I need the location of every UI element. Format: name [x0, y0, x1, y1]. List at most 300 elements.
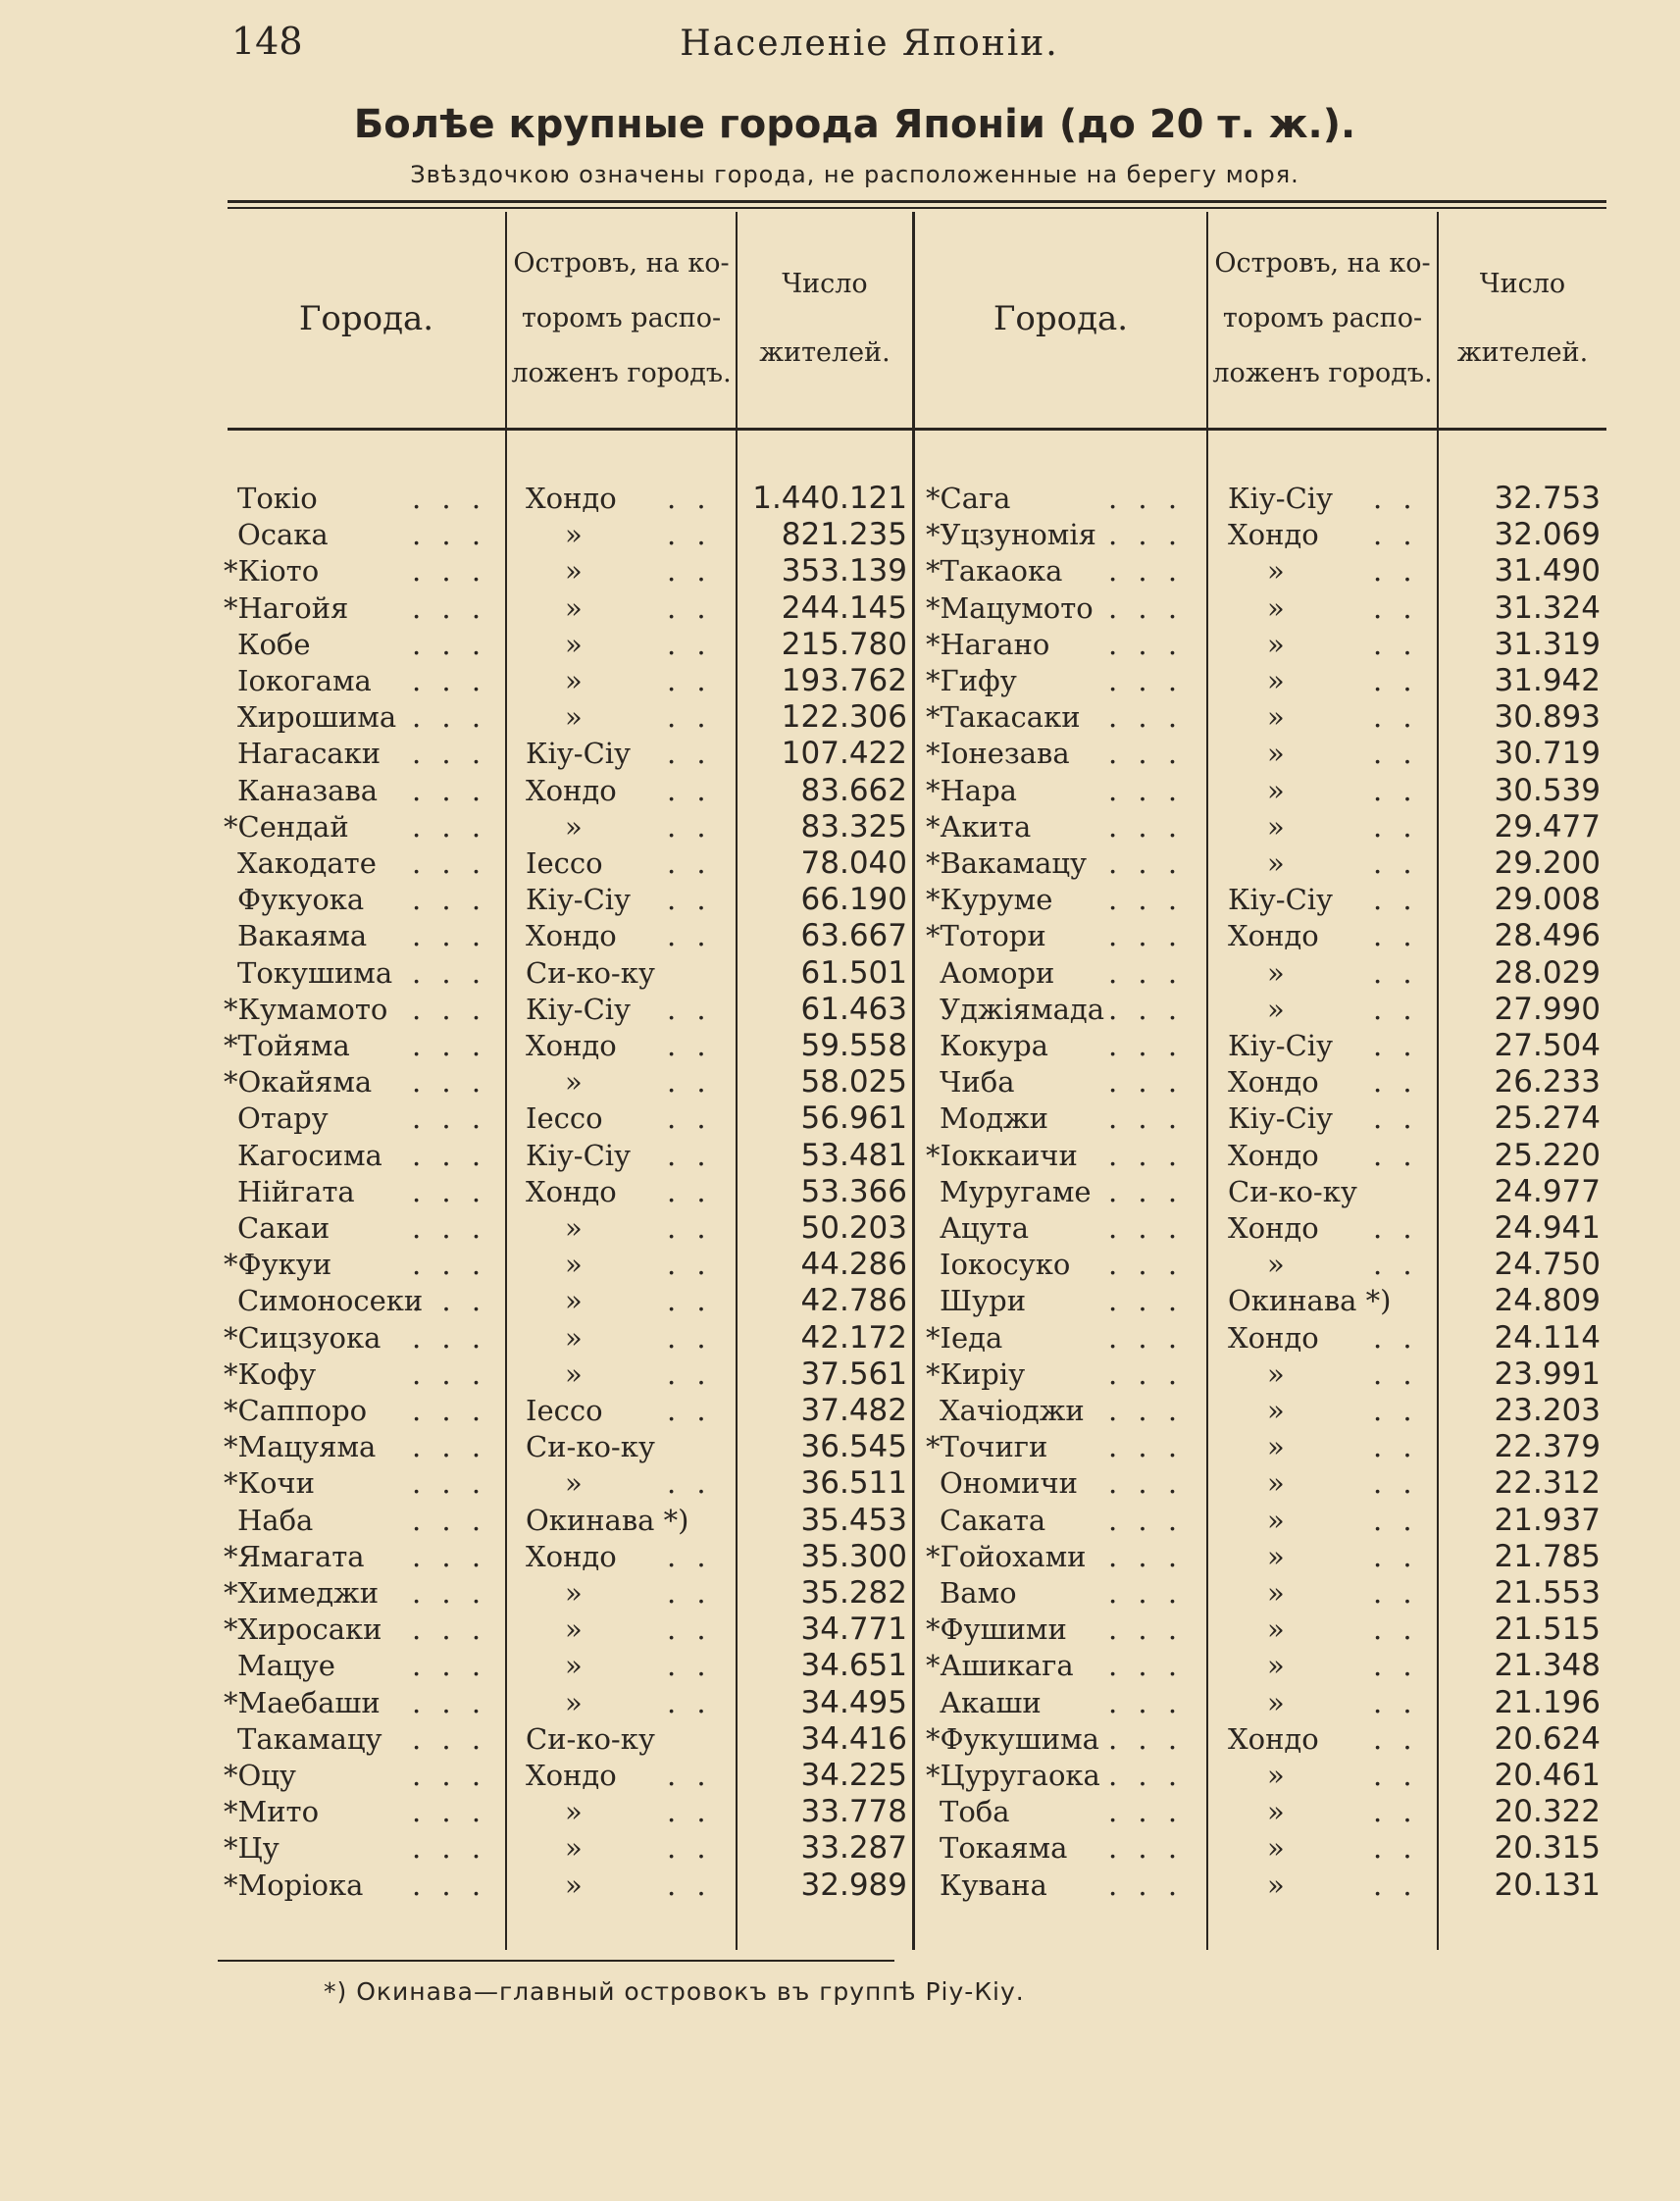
- leader-dots: . .: [1373, 554, 1418, 589]
- city-name: Вакаяма: [237, 919, 368, 953]
- city-name: Кагосима: [237, 1138, 382, 1172]
- city-name: *Нагано: [926, 627, 1050, 661]
- table-row: [0, 627, 1680, 663]
- city-name: Мацуе: [237, 1649, 335, 1683]
- leader-dots: . . .: [412, 1065, 487, 1100]
- population-value: 35.453: [800, 1502, 907, 1538]
- city-name: Нійгата: [237, 1174, 355, 1208]
- population-value: 53.366: [800, 1173, 907, 1209]
- population-value: 34.651: [800, 1648, 907, 1684]
- leader-dots: . . .: [1108, 992, 1184, 1026]
- island-name: Хондо: [526, 482, 617, 515]
- city-name: Токіо: [237, 482, 318, 515]
- leader-dots: . . .: [412, 1831, 487, 1866]
- population-value: 30.719: [1494, 736, 1601, 772]
- city-name: Симоносеки: [237, 1284, 424, 1318]
- city-name: *Нагойя: [224, 590, 349, 625]
- leader-dots: . .: [1373, 846, 1418, 880]
- island-name: »: [565, 1248, 583, 1282]
- population-value: 30.539: [1494, 772, 1601, 808]
- table-row: [0, 517, 1680, 553]
- leader-dots: . . .: [412, 1539, 487, 1573]
- leader-dots: . . .: [412, 1685, 487, 1719]
- population-value: 27.990: [1494, 991, 1601, 1027]
- island-name: »: [1267, 1576, 1285, 1610]
- table-row: [0, 1648, 1680, 1684]
- population-value: 33.287: [800, 1830, 907, 1867]
- city-name: *Мито: [224, 1795, 320, 1829]
- city-name: *Гойохами: [926, 1539, 1087, 1573]
- leader-dots: . .: [1373, 1721, 1418, 1756]
- population-value: 22.379: [1494, 1429, 1601, 1465]
- city-name: Муругаме: [940, 1174, 1092, 1208]
- leader-dots: . .: [667, 1576, 712, 1610]
- leader-dots: . . .: [412, 1759, 487, 1792]
- leader-dots: . . .: [412, 1174, 487, 1208]
- city-name: *Акита: [926, 809, 1032, 844]
- population-value: 34.416: [800, 1720, 907, 1757]
- table-row: [0, 1503, 1680, 1539]
- leader-dots: . .: [1373, 773, 1418, 807]
- leader-dots: . . .: [412, 773, 487, 807]
- leader-dots: . .: [1373, 1211, 1418, 1245]
- leader-dots: . .: [1373, 590, 1418, 625]
- leader-dots: . .: [1373, 1430, 1418, 1464]
- leader-dots: . .: [667, 700, 712, 735]
- population-value: 30.893: [1494, 699, 1601, 736]
- population-value: 36.545: [800, 1429, 907, 1465]
- island-name: Хондо: [1228, 919, 1319, 953]
- city-name: Кобе: [237, 627, 311, 661]
- city-name: Іокогама: [237, 664, 372, 697]
- header-rule: [228, 428, 1606, 431]
- leader-dots: . .: [1373, 1576, 1418, 1610]
- leader-dots: . . .: [412, 1503, 487, 1537]
- city-name: *Сицзуока: [224, 1320, 382, 1355]
- table-row: [0, 1758, 1680, 1794]
- leader-dots: . . .: [1108, 1868, 1184, 1902]
- population-value: 21.515: [1494, 1612, 1601, 1648]
- leader-dots: . .: [1373, 1795, 1418, 1829]
- island-name: »: [565, 1831, 583, 1866]
- leader-dots: . . .: [412, 1320, 487, 1355]
- population-value: 63.667: [800, 918, 907, 954]
- population-value: 36.511: [800, 1465, 907, 1502]
- city-name: *Сендай: [224, 809, 349, 844]
- leader-dots: . . .: [1108, 1284, 1184, 1318]
- population-value: 32.753: [1494, 481, 1601, 516]
- table-row: [0, 1100, 1680, 1137]
- island-name: Іессо: [526, 1394, 603, 1427]
- table-row: [0, 1138, 1680, 1174]
- leader-dots: . . .: [1108, 1466, 1184, 1501]
- city-name: Наба: [237, 1503, 314, 1537]
- leader-dots: . .: [1373, 1065, 1418, 1100]
- island-name: »: [1267, 737, 1285, 771]
- leader-dots: . . .: [412, 809, 487, 844]
- leader-dots: . .: [1373, 1539, 1418, 1573]
- table-row: [0, 992, 1680, 1028]
- population-value: 122.306: [781, 699, 907, 736]
- population-value: 193.762: [781, 663, 907, 698]
- leader-dots: . .: [1373, 919, 1418, 953]
- leader-dots: . . .: [412, 1795, 487, 1829]
- leader-dots: . . .: [412, 1576, 487, 1610]
- city-name: Чиба: [940, 1065, 1015, 1100]
- table-row: [0, 1429, 1680, 1465]
- leader-dots: . . .: [412, 1356, 487, 1391]
- table-row: [0, 736, 1680, 772]
- city-name: Фукуока: [237, 883, 365, 917]
- island-name: »: [565, 554, 583, 589]
- island-name: »: [1267, 1795, 1285, 1829]
- island-name: Кіу-Сіу: [1228, 1101, 1334, 1136]
- city-name: Уджіямада: [940, 992, 1105, 1026]
- table-row: [0, 1356, 1680, 1393]
- population-value: 28.496: [1494, 918, 1601, 954]
- city-name: Ономичи: [940, 1466, 1078, 1501]
- population-value: 28.029: [1494, 954, 1601, 991]
- island-name: »: [565, 590, 583, 625]
- leader-dots: . .: [1373, 1759, 1418, 1792]
- population-value: 21.553: [1494, 1575, 1601, 1611]
- leader-dots: . .: [667, 1029, 712, 1062]
- leader-dots: . .: [1373, 1831, 1418, 1866]
- island-name: Кіу-Сіу: [1228, 1029, 1334, 1062]
- island-name: Хондо: [526, 773, 617, 807]
- population-value: 31.319: [1494, 626, 1601, 662]
- island-name: »: [1267, 1503, 1285, 1537]
- leader-dots: . .: [667, 627, 712, 661]
- city-name: Акаши: [940, 1685, 1042, 1719]
- population-value: 42.172: [800, 1319, 907, 1356]
- table-row: [0, 1721, 1680, 1758]
- city-name: Вамо: [940, 1576, 1017, 1610]
- city-name: *Фукушима: [926, 1721, 1099, 1756]
- leader-dots: . . .: [1108, 1101, 1184, 1136]
- leader-dots: . . .: [412, 1868, 487, 1902]
- population-value: 59.558: [800, 1028, 907, 1063]
- leader-dots: . . .: [1108, 554, 1184, 589]
- leader-dots: . . .: [412, 1248, 487, 1282]
- leader-dots: . . .: [1108, 919, 1184, 953]
- island-name: »: [1267, 1831, 1285, 1866]
- city-name: *Мацуяма: [224, 1430, 377, 1464]
- page-number: 148: [231, 20, 303, 63]
- leader-dots: . . .: [1108, 1759, 1184, 1792]
- leader-dots: . .: [1373, 1612, 1418, 1647]
- leader-dots: . . .: [1108, 1685, 1184, 1719]
- top-rule-second: [228, 207, 1606, 209]
- city-name: Кокура: [940, 1029, 1048, 1062]
- island-name: Окинава *): [1228, 1284, 1392, 1318]
- table-row: [0, 1794, 1680, 1830]
- city-name: *Кумамото: [224, 992, 388, 1026]
- population-value: 58.025: [800, 1064, 907, 1100]
- header-island-left: Островъ, на ко- торомъ распо- ложенъ городъ.: [511, 248, 732, 388]
- leader-dots: . .: [1373, 1029, 1418, 1062]
- city-name: *Ашикага: [926, 1649, 1074, 1683]
- population-value: 34.225: [800, 1758, 907, 1793]
- population-value: 44.286: [800, 1247, 907, 1283]
- city-name: *Саппоро: [224, 1394, 368, 1427]
- island-name: Кіу-Сіу: [1228, 883, 1334, 917]
- city-name: *Кочи: [224, 1466, 315, 1501]
- leader-dots: . .: [1373, 700, 1418, 735]
- population-value: 83.325: [800, 808, 907, 845]
- leader-dots: . . .: [412, 482, 487, 515]
- leader-dots: . .: [1373, 1101, 1418, 1136]
- island-name: Хондо: [526, 919, 617, 953]
- island-name: »: [565, 1466, 583, 1501]
- island-name: »: [565, 1356, 583, 1391]
- table-row: [0, 1539, 1680, 1575]
- population-value: 24.114: [1494, 1319, 1601, 1356]
- leader-dots: . . .: [1108, 1612, 1184, 1647]
- population-value: 29.477: [1494, 808, 1601, 845]
- population-value: 35.300: [800, 1538, 907, 1574]
- leader-dots: . . .: [412, 664, 487, 697]
- leader-dots: . . .: [412, 1101, 487, 1136]
- city-name: *Сага: [926, 482, 1011, 515]
- population-value: 37.482: [800, 1393, 907, 1428]
- leader-dots: . .: [667, 664, 712, 697]
- leader-dots: . . .: [412, 1394, 487, 1427]
- leader-dots: . .: [1373, 1466, 1418, 1501]
- population-value: 61.501: [800, 954, 907, 991]
- population-value: 20.322: [1494, 1794, 1601, 1830]
- leader-dots: . .: [1373, 737, 1418, 771]
- population-value: 42.786: [800, 1283, 907, 1319]
- leader-dots: . . .: [412, 883, 487, 917]
- city-name: *Такасаки: [926, 700, 1081, 735]
- city-name: Моджи: [940, 1101, 1049, 1136]
- leader-dots: . . .: [412, 1612, 487, 1647]
- island-name: Іессо: [526, 846, 603, 880]
- leader-dots: . . .: [1108, 482, 1184, 515]
- leader-dots: . .: [667, 846, 712, 880]
- population-value: 53.481: [800, 1137, 907, 1173]
- leader-dots: . . .: [1108, 737, 1184, 771]
- leader-dots: . . .: [412, 955, 487, 990]
- population-value: 31.942: [1494, 663, 1601, 698]
- population-value: 50.203: [800, 1210, 907, 1246]
- island-name: »: [1267, 1612, 1285, 1647]
- city-name: Такамацу: [237, 1721, 382, 1756]
- island-name: »: [565, 1868, 583, 1902]
- city-name: *Гифу: [926, 664, 1017, 697]
- population-value: 24.977: [1494, 1173, 1601, 1209]
- population-value: 24.809: [1494, 1283, 1601, 1319]
- table-row: [0, 773, 1680, 809]
- island-name: »: [565, 627, 583, 661]
- leader-dots: . .: [1373, 1685, 1418, 1719]
- island-name: Хондо: [526, 1539, 617, 1573]
- city-name: *Тотори: [926, 919, 1046, 953]
- population-value: 23.991: [1494, 1356, 1601, 1392]
- table-row: [0, 1320, 1680, 1356]
- population-value: 31.324: [1494, 589, 1601, 626]
- header-population-left: Число жителей.: [759, 269, 891, 368]
- population-value: 24.750: [1494, 1247, 1601, 1283]
- city-name: Каназава: [237, 773, 379, 807]
- population-value: 353.139: [781, 553, 907, 589]
- island-name: »: [1267, 1539, 1285, 1573]
- leader-dots: . .: [667, 1466, 712, 1501]
- island-name: »: [1267, 700, 1285, 735]
- leader-dots: . . .: [1108, 1065, 1184, 1100]
- leader-dots: . . .: [1108, 700, 1184, 735]
- population-value: 32.989: [800, 1867, 907, 1903]
- leader-dots: . . .: [412, 1284, 487, 1318]
- leader-dots: . . .: [1108, 1503, 1184, 1537]
- leader-dots: . .: [667, 1685, 712, 1719]
- leader-dots: . . .: [1108, 627, 1184, 661]
- leader-dots: . .: [1373, 518, 1418, 552]
- table-row: [0, 1174, 1680, 1210]
- city-name: *Кіото: [224, 554, 320, 589]
- city-name: Сакаи: [237, 1211, 331, 1245]
- city-name: Хакодате: [237, 846, 377, 880]
- city-name: *Іонезава: [926, 737, 1070, 771]
- island-name: Кіу-Сіу: [526, 992, 632, 1026]
- island-name: »: [1267, 1430, 1285, 1464]
- city-name: Шури: [940, 1284, 1027, 1318]
- leader-dots: . .: [667, 1649, 712, 1683]
- island-name: »: [1267, 590, 1285, 625]
- island-name: »: [565, 1065, 583, 1100]
- table-row: [0, 481, 1680, 517]
- leader-dots: . .: [667, 919, 712, 953]
- island-name: »: [565, 809, 583, 844]
- population-value: 61.463: [800, 991, 907, 1027]
- leader-dots: . .: [1373, 1503, 1418, 1537]
- leader-dots: . . .: [1108, 1576, 1184, 1610]
- island-name: Кіу-Сіу: [1228, 482, 1334, 515]
- leader-dots: . .: [667, 1831, 712, 1866]
- island-name: »: [565, 1795, 583, 1829]
- city-name: *Маебаши: [224, 1685, 381, 1719]
- population-value: 1.440.121: [752, 481, 907, 516]
- table-row: [0, 1028, 1680, 1064]
- leader-dots: . . .: [412, 627, 487, 661]
- leader-dots: . .: [667, 1394, 712, 1427]
- leader-dots: . .: [1373, 992, 1418, 1026]
- population-value: 21.785: [1494, 1538, 1601, 1574]
- city-name: *Тойяма: [224, 1029, 350, 1062]
- island-name: Окинава *): [526, 1503, 689, 1537]
- leader-dots: . .: [1373, 955, 1418, 990]
- city-name: Ацута: [940, 1211, 1030, 1245]
- island-name: »: [1267, 992, 1285, 1026]
- leader-dots: . .: [1373, 1394, 1418, 1427]
- table-row: [0, 1575, 1680, 1612]
- city-name: *Фукуи: [224, 1248, 332, 1282]
- leader-dots: . .: [667, 737, 712, 771]
- city-name: *Іеда: [926, 1320, 1003, 1355]
- city-name: Іокосуко: [940, 1248, 1071, 1282]
- table-row: [0, 1685, 1680, 1721]
- header-city-right: Города.: [993, 299, 1129, 338]
- island-name: »: [1267, 664, 1285, 697]
- leader-dots: . .: [667, 883, 712, 917]
- leader-dots: . .: [1373, 809, 1418, 844]
- population-value: 33.778: [800, 1794, 907, 1830]
- island-name: »: [565, 1685, 583, 1719]
- city-name: *Оцу: [224, 1759, 296, 1792]
- city-name: Нагасаки: [237, 737, 382, 771]
- leader-dots: . . .: [412, 737, 487, 771]
- population-value: 21.937: [1494, 1502, 1601, 1538]
- island-name: »: [1267, 1685, 1285, 1719]
- leader-dots: . .: [667, 992, 712, 1026]
- footnote: *) Окинава—главный островокъ въ группѣ Ріу-Кіу.: [324, 1977, 1025, 2006]
- population-value: 35.282: [800, 1575, 907, 1611]
- leader-dots: . . .: [1108, 955, 1184, 990]
- population-value: 215.780: [781, 626, 907, 662]
- leader-dots: . .: [667, 1868, 712, 1902]
- city-name: *Цу: [224, 1831, 280, 1866]
- leader-dots: . .: [667, 1356, 712, 1391]
- leader-dots: . .: [667, 1065, 712, 1100]
- leader-dots: . .: [1373, 1649, 1418, 1683]
- leader-dots: . . .: [1108, 1211, 1184, 1245]
- table-row: [0, 1612, 1680, 1648]
- leader-dots: . . .: [412, 700, 487, 735]
- leader-dots: . . .: [1108, 1029, 1184, 1062]
- island-name: Си-ко-ку: [1228, 1174, 1357, 1208]
- table-row: [0, 553, 1680, 589]
- island-name: »: [565, 1284, 583, 1318]
- leader-dots: . .: [1373, 627, 1418, 661]
- island-name: Хондо: [526, 1029, 617, 1062]
- population-value: 20.461: [1494, 1758, 1601, 1793]
- city-name: *Іоккаичи: [926, 1138, 1078, 1172]
- top-rule: [228, 200, 1606, 203]
- island-name: »: [1267, 1248, 1285, 1282]
- leader-dots: . . .: [412, 590, 487, 625]
- header-island-right: Островъ, на ко- торомъ распо- ложенъ городъ.: [1212, 248, 1433, 388]
- leader-dots: . . .: [412, 846, 487, 880]
- city-name: *Химеджи: [224, 1576, 380, 1610]
- island-name: »: [565, 664, 583, 697]
- leader-dots: . .: [667, 1101, 712, 1136]
- island-name: »: [1267, 955, 1285, 990]
- table-row: [0, 1393, 1680, 1429]
- city-name: *Ямагата: [224, 1539, 365, 1573]
- city-name: *Вакамацу: [926, 846, 1088, 880]
- city-name: Саката: [940, 1503, 1046, 1537]
- running-head: Населеніе Японіи.: [680, 24, 1059, 64]
- leader-dots: . . .: [412, 1721, 487, 1756]
- leader-dots: . . .: [1108, 518, 1184, 552]
- island-name: »: [565, 1649, 583, 1683]
- table-row: [0, 1064, 1680, 1100]
- table-row: [0, 699, 1680, 736]
- table-row: [0, 1210, 1680, 1247]
- island-name: »: [1267, 1466, 1285, 1501]
- population-value: 83.662: [800, 772, 907, 808]
- table-row: [0, 845, 1680, 882]
- leader-dots: . . .: [412, 518, 487, 552]
- leader-dots: . . .: [1108, 1795, 1184, 1829]
- leader-dots: . .: [1373, 1320, 1418, 1355]
- island-name: »: [1267, 809, 1285, 844]
- city-name: Токушима: [237, 955, 393, 990]
- population-value: 20.624: [1494, 1720, 1601, 1757]
- leader-dots: . .: [667, 1138, 712, 1172]
- leader-dots: . .: [667, 1320, 712, 1355]
